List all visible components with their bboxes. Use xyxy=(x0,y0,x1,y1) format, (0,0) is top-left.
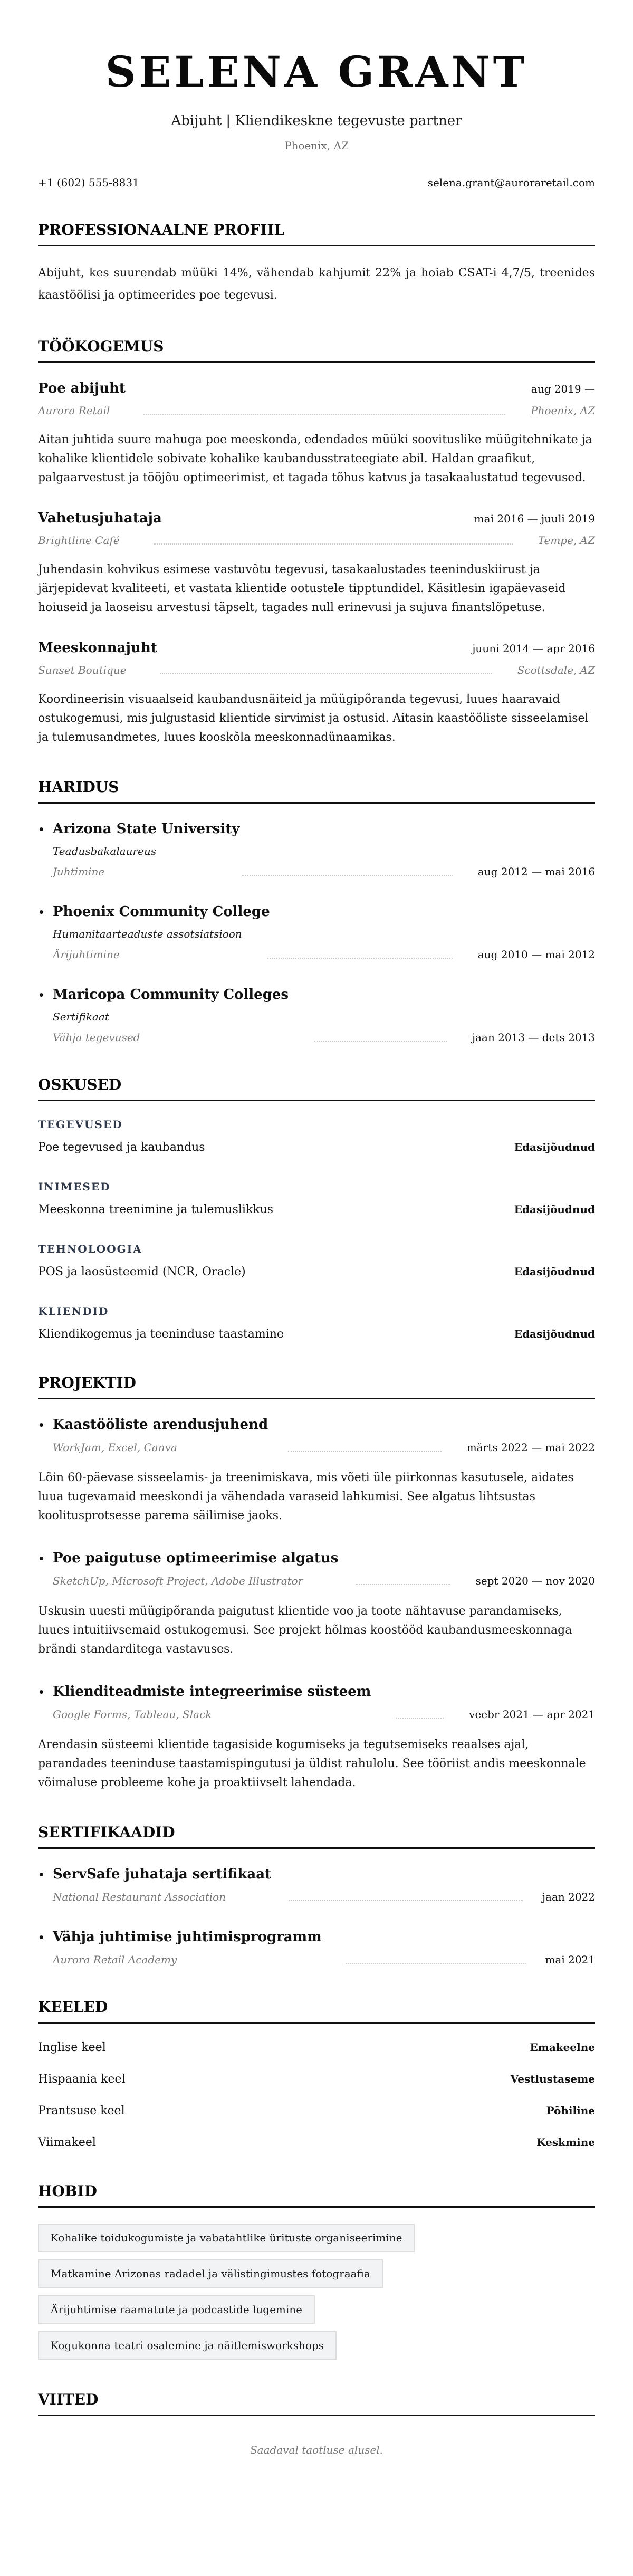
hobby-tag: Kogukonna teatri osalemine ja näitlemisworkshops xyxy=(38,2331,337,2360)
school-name: Phoenix Community College xyxy=(53,904,270,920)
skill-group xyxy=(38,1304,595,1343)
education-entry xyxy=(38,985,595,1045)
section-title: HOBID xyxy=(38,2182,595,2208)
hobbies-section xyxy=(38,2182,595,2360)
dotted-leader xyxy=(314,1041,447,1042)
section-title: HARIDUS xyxy=(38,778,595,804)
dotted-leader xyxy=(242,875,453,876)
certification-entry xyxy=(38,1865,595,1904)
dotted-leader xyxy=(346,1963,526,1964)
bullet-icon: • xyxy=(38,823,45,836)
headline: Abijuht | Kliendikeskne tegevuste partner xyxy=(171,113,462,129)
job-title: Poe abijuht xyxy=(38,380,126,396)
certification-date: jaan 2022 xyxy=(542,1891,595,1903)
job-dates: aug 2019 — xyxy=(531,383,595,395)
language-level: Põhiline xyxy=(546,2104,595,2117)
certification-issuer: Aurora Retail Academy xyxy=(53,1953,177,1966)
project-entry xyxy=(38,1682,595,1792)
dotted-leader xyxy=(289,1900,523,1901)
phone-number: +1 (602) 555-8831 xyxy=(38,176,139,189)
degree: Humanitaarteaduste assotsiatsioon xyxy=(53,928,242,940)
dotted-leader xyxy=(154,543,513,545)
bullet-icon: • xyxy=(38,989,45,1001)
contact-row xyxy=(38,175,595,190)
skill-level: Edasijõudnud xyxy=(514,1141,595,1153)
education-dates: jaan 2013 — dets 2013 xyxy=(472,1031,595,1044)
language-name: Hispaania keel xyxy=(38,2073,126,2086)
language-level: Emakeelne xyxy=(530,2041,595,2054)
dotted-leader xyxy=(160,673,492,674)
skills-section xyxy=(38,1075,595,1343)
dotted-leader xyxy=(356,1584,450,1585)
skill-level: Edasijõudnud xyxy=(514,1203,595,1216)
language-row xyxy=(38,2071,595,2088)
bullet-icon: • xyxy=(38,1931,45,1944)
certification-name: ServSafe juhataja sertifikaat xyxy=(53,1866,272,1882)
languages-section xyxy=(38,1998,595,2151)
bullet-icon: • xyxy=(38,906,45,919)
project-entry xyxy=(38,1549,595,1659)
project-description: Lõin 60-päevase sisseelamis- ja treenimiskava, mis võeti üle piirkonnas kasutusele, aidates luua tugevamaid meeskondi ja vähendada varaseid lahkumisi. See algatus lihtsustas koolitusprotsesse parema säilimise jaoks. xyxy=(38,1471,574,1522)
school-name: Maricopa Community Colleges xyxy=(53,987,289,1003)
job-title: Vahetusjuhataja xyxy=(38,510,162,526)
skill-category: TEHNOLOOGIA xyxy=(38,1243,142,1255)
degree: Teadusbakalaureus xyxy=(53,845,157,857)
project-name: Klienditeadmiste integreerimise süsteem xyxy=(53,1684,371,1700)
project-tools: Google Forms, Tableau, Slack xyxy=(53,1708,212,1721)
language-row xyxy=(38,2134,595,2151)
project-name: Poe paigutuse optimeerimise algatus xyxy=(53,1550,339,1566)
language-name: Prantsuse keel xyxy=(38,2104,125,2117)
skill-name: Meeskonna treenimine ja tulemuslikkus xyxy=(38,1203,274,1216)
hobby-tag: Ärijuhtimise raamatute ja podcastide lugemine xyxy=(38,2295,315,2324)
skill-category: TEGEVUSED xyxy=(38,1118,123,1131)
dotted-leader xyxy=(267,958,453,959)
skill-category: INIMESED xyxy=(38,1180,111,1193)
certification-date: mai 2021 xyxy=(545,1953,595,1966)
email-address: selena.grant@auroraretail.com xyxy=(427,176,595,189)
job-title: Meeskonnajuht xyxy=(38,640,157,656)
dotted-leader xyxy=(396,1718,444,1719)
language-row xyxy=(38,2039,595,2056)
bullet-icon: • xyxy=(38,1686,45,1699)
experience-section xyxy=(38,337,595,747)
section-title: OSKUSED xyxy=(38,1075,595,1101)
job-entry xyxy=(38,509,595,617)
field-of-study: Ärijuhtimine xyxy=(53,948,120,961)
skill-name: Kliendikogemus ja teeninduse taastamine xyxy=(38,1328,284,1341)
project-dates: märts 2022 — mai 2022 xyxy=(466,1441,595,1454)
profile-summary: Abijuht, kes suurendab müüki 14%, vähendab kahjumit 22% ja hoiab CSAT-i 4,7/5, treenides kaastöölisi ja optimeerides poe tegevusi. xyxy=(38,266,595,302)
bullet-icon: • xyxy=(38,1552,45,1565)
hobby-tag: Matkamine Arizonas radadel ja välistingimustes fotograafia xyxy=(38,2259,383,2288)
dotted-leader xyxy=(143,414,505,415)
bullet-icon: • xyxy=(38,1419,45,1432)
project-entry xyxy=(38,1415,595,1525)
resume-header xyxy=(38,46,595,190)
language-name: Inglise keel xyxy=(38,2041,106,2054)
section-title: PROFESSIONAALNE PROFIIL xyxy=(38,221,595,246)
project-tools: SketchUp, Microsoft Project, Adobe Illustrator xyxy=(53,1575,303,1587)
section-title: KEELED xyxy=(38,1998,595,2024)
profile-section xyxy=(38,221,595,307)
project-tools: WorkJam, Excel, Canva xyxy=(53,1441,177,1454)
education-section xyxy=(38,778,595,1045)
certification-entry xyxy=(38,1928,595,1967)
job-description: Juhendasin kohvikus esimese vastuvõtu tegevusi, tasakaalustades teeninduskiirust ja järjepidevat kvaliteeti, et vastata klientide ootustele tipptundidel. Käsitlesin igapäevaseid hoiuseid ja laoseisu arvestusi täpselt, tagades null erinevusi ja sujuva finantslõpetuse. xyxy=(38,563,566,614)
job-location: Phoenix, AZ xyxy=(531,404,595,417)
references-note: Saadaval taotluse alusel. xyxy=(250,2444,383,2456)
education-dates: aug 2012 — mai 2016 xyxy=(477,865,595,878)
school-name: Arizona State University xyxy=(53,821,240,837)
language-name: Viimakeel xyxy=(38,2136,96,2149)
job-description: Aitan juhtida suure mahuga poe meeskonda, edendades müüki soovituslike müügitehnikate ja kohalike klientidele sobivate kohalike kaubandusstrateegiate abil. Haldan graafikut, palgaarvestust ja tööjõu optimeerimist, et tagada tõhus katvus ja tasakaalustatud tegevused. xyxy=(38,433,592,484)
skill-group xyxy=(38,1179,595,1218)
header-location: Phoenix, AZ xyxy=(284,139,349,152)
skill-level: Edasijõudnud xyxy=(514,1328,595,1340)
certification-issuer: National Restaurant Association xyxy=(53,1891,226,1903)
education-entry xyxy=(38,819,595,879)
certifications-section xyxy=(38,1823,595,1967)
bullet-icon: • xyxy=(38,1868,45,1881)
education-dates: aug 2010 — mai 2012 xyxy=(477,948,595,961)
language-level: Keskmine xyxy=(536,2136,595,2149)
degree: Sertifikaat xyxy=(53,1010,109,1023)
project-description: Arendasin süsteemi klientide tagasiside kogumiseks ja tegutsemiseks reaalses ajal, parandades teeninduse taastamispingutusi ja üldist rahulolu. See tööriist andis meeskonnale võimaluse probleeme kohe ja proaktiivselt lahendada. xyxy=(38,1738,586,1789)
candidate-name: SELENA GRANT xyxy=(105,47,528,97)
field-of-study: Vähja tegevused xyxy=(53,1031,140,1044)
project-name: Kaastööliste arendusjuhend xyxy=(53,1417,268,1433)
skill-level: Edasijõudnud xyxy=(514,1265,595,1278)
project-description: Uskusin uuesti müügipõranda paigutust klientide voo ja toote nähtavuse parandamiseks, luues intuitiivsemaid ostukogemusi. See projekt hõlmas koostööd kaubandusmeeskonnaga brändi standarditega vastavuses. xyxy=(38,1605,572,1656)
section-title: TÖÖKOGEMUS xyxy=(38,337,595,363)
section-title: PROJEKTID xyxy=(38,1373,595,1399)
skill-category: KLIENDID xyxy=(38,1305,109,1318)
education-entry xyxy=(38,902,595,962)
job-location: Tempe, AZ xyxy=(538,534,595,547)
section-title: SERTIFIKAADID xyxy=(38,1823,595,1849)
field-of-study: Juhtimine xyxy=(53,865,105,878)
job-location: Scottsdale, AZ xyxy=(517,664,595,676)
language-row xyxy=(38,2103,595,2120)
skill-group xyxy=(38,1117,595,1156)
job-entry xyxy=(38,379,595,488)
hobby-tag: Kohalike toidukogumiste ja vabatahtlike ürituste organiseerimine xyxy=(38,2224,415,2252)
references-section xyxy=(38,2390,595,2457)
skill-group xyxy=(38,1242,595,1281)
section-title: VIITED xyxy=(38,2390,595,2416)
project-dates: sept 2020 — nov 2020 xyxy=(475,1575,595,1587)
job-entry xyxy=(38,638,595,747)
language-level: Vestlustaseme xyxy=(510,2073,595,2085)
company-name: Aurora Retail xyxy=(38,404,110,417)
job-dates: mai 2016 — juuli 2019 xyxy=(474,512,595,525)
projects-section xyxy=(38,1373,595,1792)
company-name: Sunset Boutique xyxy=(38,664,127,676)
job-dates: juuni 2014 — apr 2016 xyxy=(472,642,595,655)
company-name: Brightline Café xyxy=(38,534,120,547)
skill-name: POS ja laosüsteemid (NCR, Oracle) xyxy=(38,1265,246,1279)
dotted-leader xyxy=(288,1451,442,1452)
project-dates: veebr 2021 — apr 2021 xyxy=(469,1708,595,1721)
skill-name: Poe tegevused ja kaubandus xyxy=(38,1141,205,1154)
job-description: Koordineerisin visuaalseid kaubandusnäiteid ja müügipõranda tegevusi, luues haaravaid ostukogemusi, mis julgustasid klientide sirvimist ja ostusid. Aitasin kaastööliste sisseelamisel ja tulemusandmetes, luues kooskõla meeskonnadünaamikas. xyxy=(38,693,589,744)
certification-name: Vähja juhtimise juhtimisprogramm xyxy=(53,1929,322,1945)
